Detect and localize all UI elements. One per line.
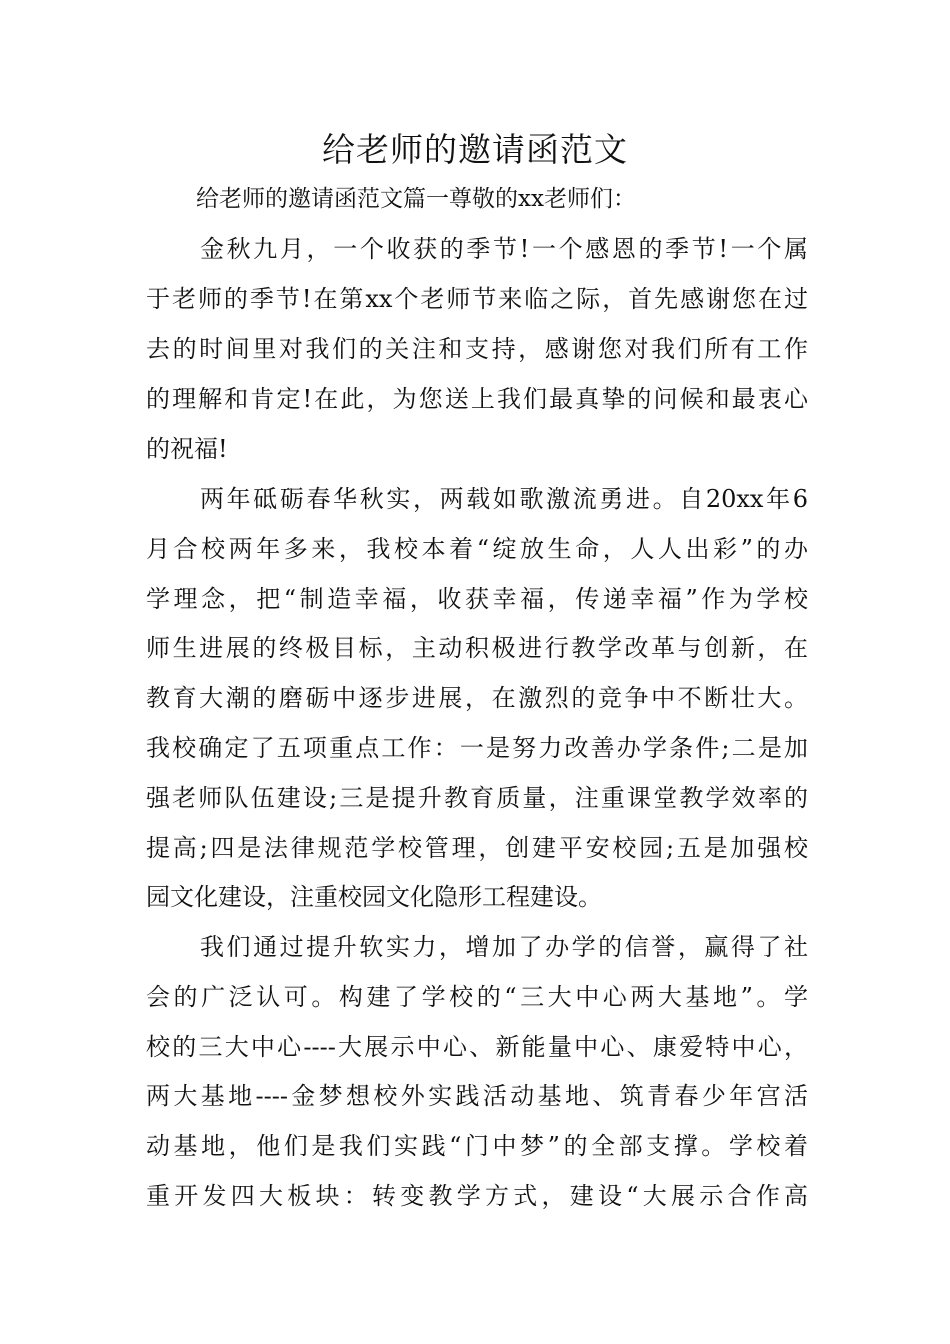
body-line: 两年砥砺春华秋实，两载如歌激流勇进。自20xx年6 — [200, 485, 808, 513]
body-line: 教育大潮的磨砺中逐步进展，在激烈的竞争中不断壮大。 — [146, 684, 808, 712]
body-line: 月合校两年多来，我校本着“绽放生命，人人出彩”的办 — [146, 535, 808, 563]
body-line: 校的三大中心----大展示中心、新能量中心、康爱特中心， — [146, 1033, 808, 1061]
body-line: 我校确定了五项重点工作：一是努力改善办学条件;二是加 — [146, 734, 808, 762]
body-line: 我们通过提升软实力，增加了办学的信誉，赢得了社 — [200, 933, 808, 961]
body-line: 提高;四是法律规范学校管理，创建平安校园;五是加强校 — [146, 834, 808, 862]
body-line: 会的广泛认可。构建了学校的“三大中心两大基地”。学 — [146, 983, 808, 1011]
body-line: 金秋九月，一个收获的季节!一个感恩的季节!一个属 — [200, 235, 808, 263]
body-line: 于老师的季节!在第xx个老师节来临之际，首先感谢您在过 — [146, 285, 808, 313]
body-line: 的祝福! — [146, 435, 228, 463]
body-line: 师生进展的终极目标，主动积极进行教学改革与创新，在 — [146, 634, 808, 662]
body-line: 动基地，他们是我们实践“门中梦”的全部支撑。学校着 — [146, 1132, 808, 1160]
document-title: 给老师的邀请函范文 — [322, 130, 628, 169]
document-subtitle: 给老师的邀请函范文篇一尊敬的xx老师们： — [196, 186, 636, 212]
body-line: 去的时间里对我们的关注和支持，感谢您对我们所有工作 — [146, 335, 808, 363]
body-line: 两大基地----金梦想校外实践活动基地、筑青春少年宫活 — [146, 1082, 808, 1110]
body-line: 学理念，把“制造幸福，收获幸福，传递幸福”作为学校 — [146, 585, 808, 613]
body-line: 重开发四大板块：转变教学方式，建设“大展示合作高 — [146, 1182, 808, 1210]
body-line: 强老师队伍建设;三是提升教育质量，注重课堂教学效率的 — [146, 784, 808, 812]
body-line: 的理解和肯定!在此，为您送上我们最真挚的问候和最衷心 — [146, 385, 808, 413]
body-line: 园文化建设，注重校园文化隐形工程建设。 — [146, 883, 602, 911]
